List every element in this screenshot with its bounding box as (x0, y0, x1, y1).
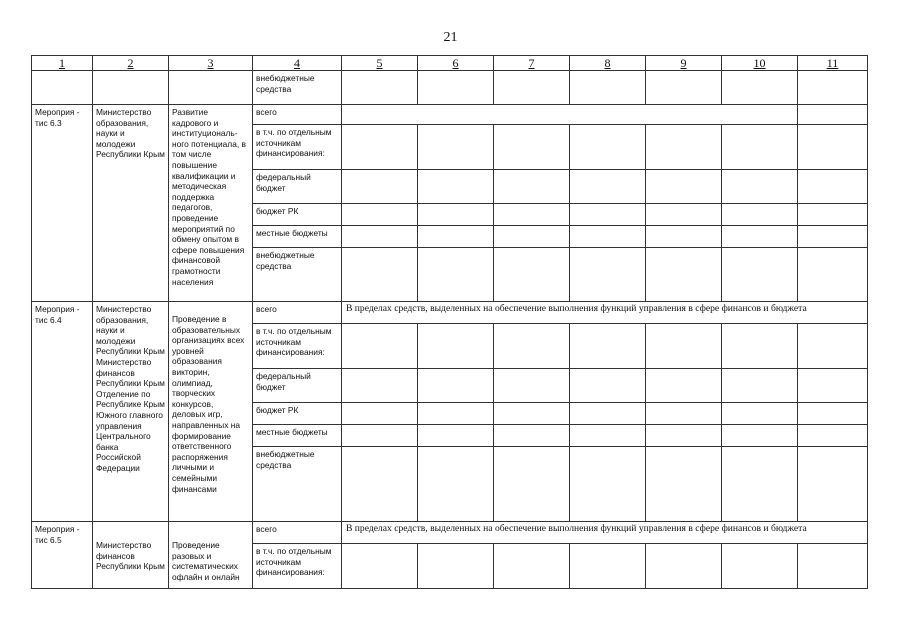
measure-executor: Министерство образования, науки и молодежи Республики Крым (93, 105, 169, 302)
measure-executor: Министерство финансов Республики Крым (93, 522, 169, 589)
column-header: 3 (169, 56, 253, 71)
table-row (32, 302, 868, 324)
column-header: 9 (646, 56, 722, 71)
column-header: 2 (93, 56, 169, 71)
column-header-row (32, 56, 868, 71)
table-row (32, 522, 868, 544)
funding-source: местные бюджеты (253, 226, 342, 248)
column-header: 6 (418, 56, 494, 71)
column-header: 7 (494, 56, 570, 71)
measure-executor: Министерство образования, науки и молодежи Республики Крым Министерство финансов Республики Крым Отделение по Республике Крым Южного главного управления Центрального банка Российской Федерации (93, 302, 169, 522)
funding-source: всего (253, 522, 342, 544)
column-header: 4 (253, 56, 342, 71)
funding-source: бюджет РК (253, 403, 342, 425)
table-row (32, 71, 868, 105)
measure-id: Мероприя - тис 6.5 (32, 522, 93, 589)
column-header: 10 (722, 56, 798, 71)
funding-source: внебюджетные средства (253, 447, 342, 522)
funding-source: федеральный бюджет (253, 369, 342, 403)
funding-note: В пределах средств, выделенных на обеспечение выполнения функций управления в сфере финансов и бюджета (342, 522, 868, 544)
table-row (32, 105, 868, 125)
budget-table (31, 55, 868, 589)
funding-source: в т.ч. по отдельным источникам финансирования: (253, 544, 342, 589)
funding-source: всего (253, 302, 342, 324)
measure-name: Проведение в образовательных организациях всех уровней образования викторин, олимпиад, творческих конкурсов, деловых игр, направленных на формирование ответственного распоряжения личными и семейными финансами (169, 302, 253, 522)
funding-source: внебюджетные средства (253, 248, 342, 302)
measure-id: Мероприя - тис 6.3 (32, 105, 93, 302)
funding-source: федеральный бюджет (253, 170, 342, 204)
funding-source: внебюджетные средства (253, 71, 342, 105)
measure-id: Мероприя - тис 6.4 (32, 302, 93, 522)
funding-source: местные бюджеты (253, 425, 342, 447)
column-header: 11 (798, 56, 868, 71)
funding-source: всего (253, 105, 342, 125)
page-number: 21 (443, 30, 458, 45)
column-header: 8 (570, 56, 646, 71)
measure-name: Развитие кадрового и институциональ-ного потенциала, в том числе повышение квалификации и методическая поддержка педагогов, проведение мероприятий по обмену опытом в сфере повышения финансовой грамотности населения (169, 105, 253, 302)
funding-source: в т.ч. по отдельным источникам финансирования: (253, 125, 342, 170)
funding-source: бюджет РК (253, 204, 342, 226)
funding-note: В пределах средств, выделенных на обеспечение выполнения функций управления в сфере финансов и бюджета (342, 302, 868, 324)
funding-source: в т.ч. по отдельным источникам финансирования: (253, 324, 342, 369)
column-header: 1 (32, 56, 93, 71)
measure-name: Проведение разовых и систематических офлайн и онлайн (169, 522, 253, 589)
column-header: 5 (342, 56, 418, 71)
funding-note (342, 105, 798, 125)
